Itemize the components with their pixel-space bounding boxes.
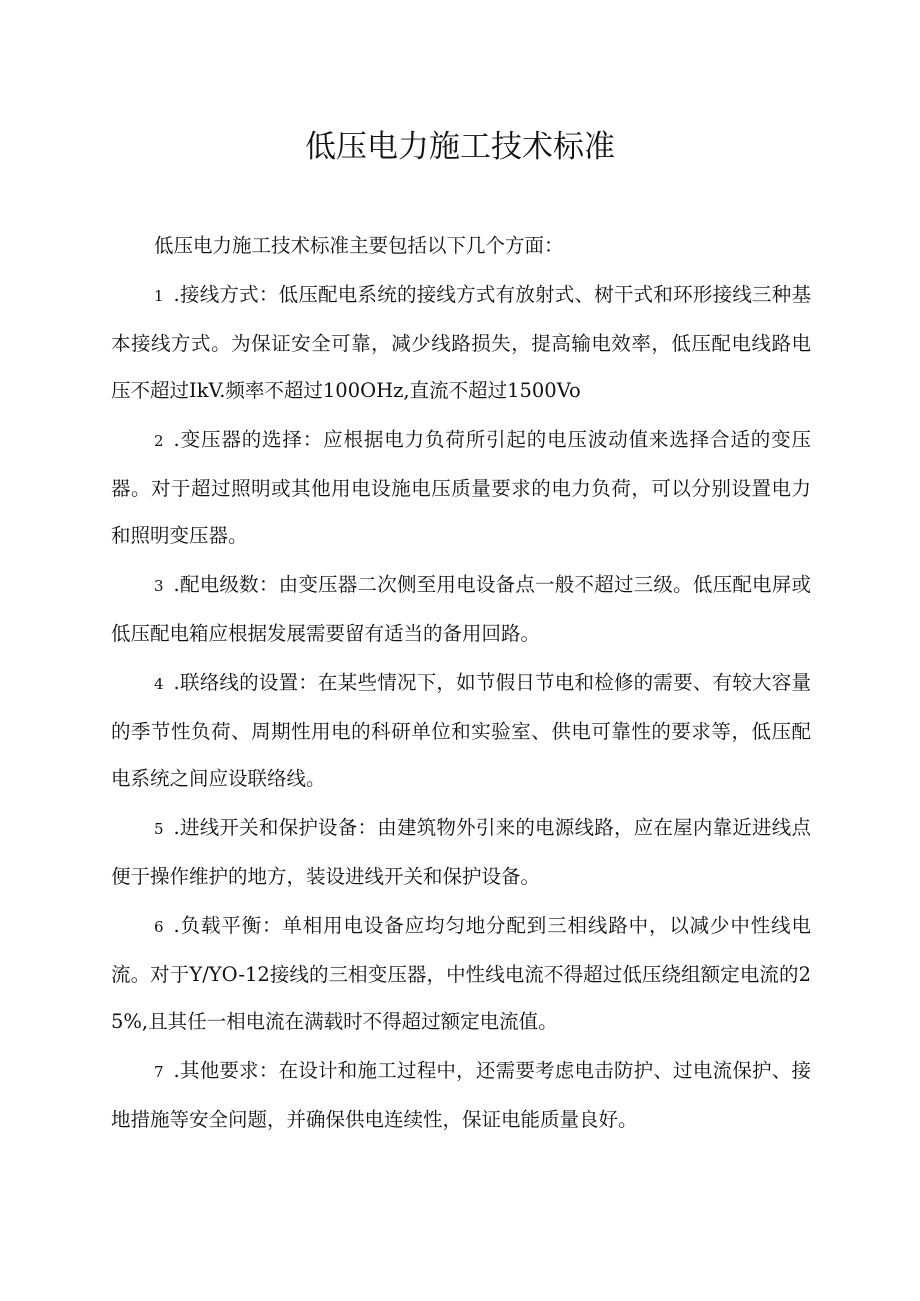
list-item [111,902,811,1045]
item-text: .其他要求：在设计和施工过程中，还需要考虑电击防护、过电流保护、接地措施等安全问题，并确保供电连续性，保证电能质量良好。 [111,1059,811,1131]
document-title: 低压电力施工技术标准 [305,129,615,165]
item-text: .配电级数：由变压器二次侧至用电设备点一般不超过三级。低压配电屏或低压配电箱应根据发展需要留有适当的备用回路。 [111,573,811,645]
document-body [111,222,811,1143]
item-number: 2 [154,432,164,450]
item-text: .变压器的选择：应根据电力负荷所引起的电压波动值来选择合适的变压器。对于超过照明或其他用电设施电压质量要求的电力负荷，可以分别设置电力和照明变压器。 [111,428,811,547]
item-number: 6 [154,918,164,936]
intro-paragraph: 低压电力施工技术标准主要包括以下几个方面： [154,234,564,257]
item-text: .联络线的设置：在某些情况下，如节假日节电和检修的需要、有较大容量的季节性负荷、周期性用电的科研单位和实验室、供电可靠性的要求等，低压配电系统之间应设联络线。 [111,671,811,790]
item-number: 4 [154,675,164,693]
item-number: 5 [154,820,164,838]
list-item [111,1047,811,1143]
list-item [111,659,811,802]
item-number: 1 [154,287,164,305]
item-number: 3 [154,577,164,595]
list-item [111,416,811,559]
item-number: 7 [154,1063,164,1081]
list-item [111,804,811,900]
item-text: .接线方式：低压配电系统的接线方式有放射式、树干式和环形接线三种基本接线方式。为保证安全可靠，减少线路损失，提高输电效率，低压配电线路电压不超过IkV.频率不超过100OHz,直流不超过1500Vo [111,283,811,402]
list-item [111,561,811,657]
item-text: .进线开关和保护设备：由建筑物外引来的电源线路，应在屋内靠近进线点便于操作维护的地方，装设进线开关和保护设备。 [111,816,811,888]
list-item [111,271,811,414]
item-text: .负载平衡：单相用电设备应均匀地分配到三相线路中，以减少中性线电流。对于Y/YO-12接线的三相变压器，中性线电流不得超过低压绕组额定电流的25%,且其任一相电流在满载时不得超过额定电流值。 [111,914,811,1033]
